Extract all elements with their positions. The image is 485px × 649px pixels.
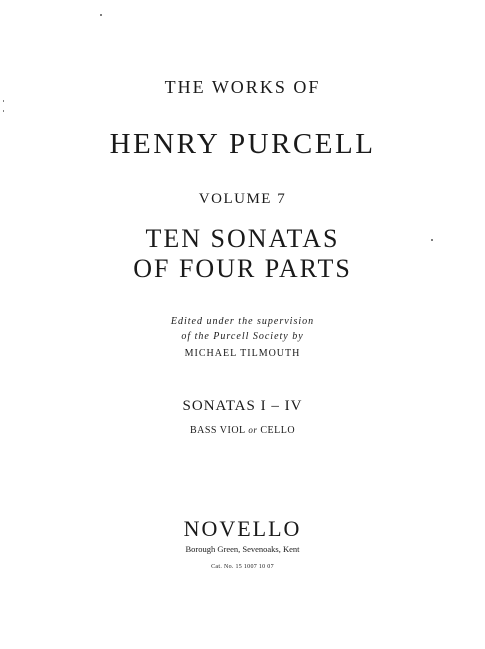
instrument-alternate: CELLO (260, 425, 296, 436)
publisher-name: NOVELLO (183, 516, 302, 541)
volume-number: VOLUME 7 (198, 191, 287, 207)
publisher-address: Borough Green, Sevenoaks, Kent (185, 544, 300, 554)
series-heading: THE WORKS OF (164, 77, 321, 97)
catalogue-number: Cat. No. 15 1007 10 07 (211, 564, 274, 570)
scan-speck (431, 239, 433, 241)
scan-speck (3, 110, 4, 112)
editor-name: MICHAEL TILMOUTH (184, 348, 301, 359)
editorial-note-line-2: of the Purcell Society by (181, 331, 304, 342)
instrument-conjunction: or (248, 425, 258, 435)
instrument-line (0, 425, 485, 436)
composer-name: HENRY PURCELL (109, 128, 376, 160)
work-title-line-2: OF FOUR PARTS (133, 254, 352, 283)
work-title-line-1: TEN SONATAS (145, 224, 340, 253)
contents-heading: SONATAS I – IV (182, 398, 303, 414)
editorial-note-line-1: Edited under the supervision (170, 316, 315, 327)
scan-speck (3, 100, 4, 102)
scan-speck (100, 14, 102, 16)
instrument-primary: BASS VIOL (189, 425, 246, 436)
